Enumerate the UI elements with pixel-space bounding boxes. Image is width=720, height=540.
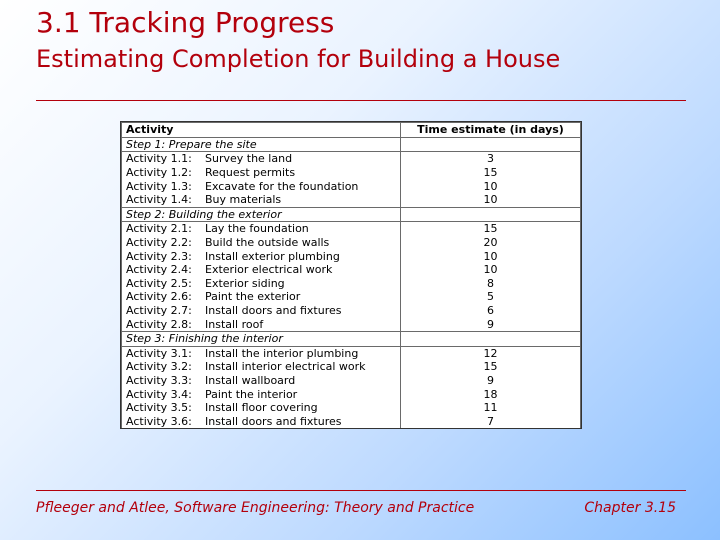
step-row	[122, 137, 581, 152]
activity-cell	[122, 222, 401, 236]
activity-id: Activity 1.3:	[126, 179, 192, 193]
activity-name: Install doors and fixtures	[205, 304, 342, 318]
activity-id: Activity 1.1:	[126, 152, 192, 166]
table-row	[122, 317, 581, 331]
activity-cell	[122, 263, 401, 277]
table-row	[122, 290, 581, 304]
step-row	[122, 331, 581, 346]
activity-name: Install the interior plumbing	[205, 346, 359, 360]
table-row	[122, 236, 581, 250]
time-estimate-cell: 15	[401, 166, 581, 180]
time-estimate-cell: 10	[401, 263, 581, 277]
activity-cell	[122, 387, 401, 401]
activity-id: Activity 2.7:	[126, 304, 192, 318]
time-estimate-cell: 3	[401, 152, 581, 166]
time-estimate-cell: 18	[401, 387, 581, 401]
time-estimate-cell: 11	[401, 401, 581, 415]
header-activity: Activity	[122, 123, 401, 138]
activity-cell	[122, 401, 401, 415]
time-estimate-cell: 10	[401, 193, 581, 207]
activity-name: Lay the foundation	[205, 222, 309, 236]
activity-cell	[122, 304, 401, 318]
activity-name: Request permits	[205, 166, 296, 180]
time-estimate-cell: 9	[401, 317, 581, 331]
table-row	[122, 401, 581, 415]
slide-subtitle: Estimating Completion for Building a House	[36, 45, 561, 73]
activity-name: Install doors and fixtures	[205, 414, 342, 428]
step-label: Step 1: Prepare the site	[122, 137, 401, 152]
activity-cell	[122, 277, 401, 291]
activity-id: Activity 3.5:	[126, 401, 192, 415]
activity-cell	[122, 317, 401, 331]
activity-name: Excavate for the foundation	[205, 179, 359, 193]
table-row	[122, 304, 581, 318]
activity-id: Activity 3.1:	[126, 346, 192, 360]
activity-id: Activity 2.3:	[126, 249, 192, 263]
table-row	[122, 249, 581, 263]
activity-name: Paint the interior	[205, 387, 298, 401]
table-row	[122, 193, 581, 207]
activity-id: Activity 2.6:	[126, 290, 192, 304]
table-row	[122, 414, 581, 428]
table-row	[122, 222, 581, 236]
table-row	[122, 263, 581, 277]
table-row	[122, 346, 581, 360]
step-label: Step 2: Building the exterior	[122, 207, 401, 222]
activity-id: Activity 3.2:	[126, 360, 192, 374]
time-estimate-cell: 12	[401, 346, 581, 360]
activity-cell	[122, 152, 401, 166]
activity-cell	[122, 179, 401, 193]
activity-id: Activity 2.1:	[126, 222, 192, 236]
activity-name: Exterior siding	[205, 276, 285, 290]
activity-cell	[122, 374, 401, 388]
table-row	[122, 179, 581, 193]
activity-name: Build the outside walls	[205, 236, 330, 250]
activity-id: Activity 2.5:	[126, 276, 192, 290]
activity-table	[121, 122, 581, 428]
step-label: Step 3: Finishing the interior	[122, 331, 401, 346]
activity-name: Install wallboard	[205, 373, 296, 387]
time-estimate-cell: 5	[401, 290, 581, 304]
time-estimate-cell: 15	[401, 360, 581, 374]
step-time-cell	[401, 137, 581, 152]
activity-cell	[122, 290, 401, 304]
top-divider	[36, 100, 686, 101]
table-row	[122, 166, 581, 180]
activity-cell	[122, 414, 401, 428]
slide-title: 3.1 Tracking Progress	[36, 6, 335, 39]
activity-cell	[122, 236, 401, 250]
activity-name: Install floor covering	[205, 401, 318, 415]
footer-citation: Pfleeger and Atlee, Software Engineering: Theory and Practice	[36, 500, 475, 516]
activity-cell	[122, 193, 401, 207]
table-row	[122, 360, 581, 374]
table-row	[122, 152, 581, 166]
table-row	[122, 387, 581, 401]
time-estimate-cell: 9	[401, 374, 581, 388]
activity-name: Exterior electrical work	[205, 263, 333, 277]
activity-id: Activity 1.4:	[126, 193, 192, 207]
time-estimate-cell: 15	[401, 222, 581, 236]
table-row	[122, 374, 581, 388]
activity-id: Activity 3.4:	[126, 387, 192, 401]
time-estimate-cell: 7	[401, 414, 581, 428]
table-header-row	[122, 123, 581, 138]
time-estimate-cell: 6	[401, 304, 581, 318]
activity-name: Install exterior plumbing	[205, 249, 340, 263]
activity-id: Activity 3.3:	[126, 373, 192, 387]
activity-name: Install interior electrical work	[205, 360, 366, 374]
time-estimate-cell: 8	[401, 277, 581, 291]
time-estimate-cell: 10	[401, 249, 581, 263]
step-time-cell	[401, 207, 581, 222]
activity-table-container	[120, 121, 582, 429]
activity-id: Activity 2.4:	[126, 263, 192, 277]
activity-id: Activity 2.8:	[126, 317, 192, 331]
activity-cell	[122, 346, 401, 360]
activity-id: Activity 2.2:	[126, 236, 192, 250]
activity-name: Buy materials	[205, 193, 282, 207]
bottom-divider	[36, 490, 686, 491]
table-body	[122, 137, 581, 428]
activity-id: Activity 1.2:	[126, 166, 192, 180]
activity-cell	[122, 166, 401, 180]
step-time-cell	[401, 331, 581, 346]
activity-id: Activity 3.6:	[126, 414, 192, 428]
header-time-estimate: Time estimate (in days)	[401, 123, 581, 138]
activity-cell	[122, 249, 401, 263]
table-row	[122, 277, 581, 291]
activity-name: Install roof	[205, 317, 264, 331]
time-estimate-cell: 10	[401, 179, 581, 193]
activity-cell	[122, 360, 401, 374]
activity-name: Survey the land	[205, 152, 293, 166]
activity-name: Paint the exterior	[205, 290, 301, 304]
footer-chapter: Chapter 3.15	[584, 500, 676, 516]
time-estimate-cell: 20	[401, 236, 581, 250]
step-row	[122, 207, 581, 222]
